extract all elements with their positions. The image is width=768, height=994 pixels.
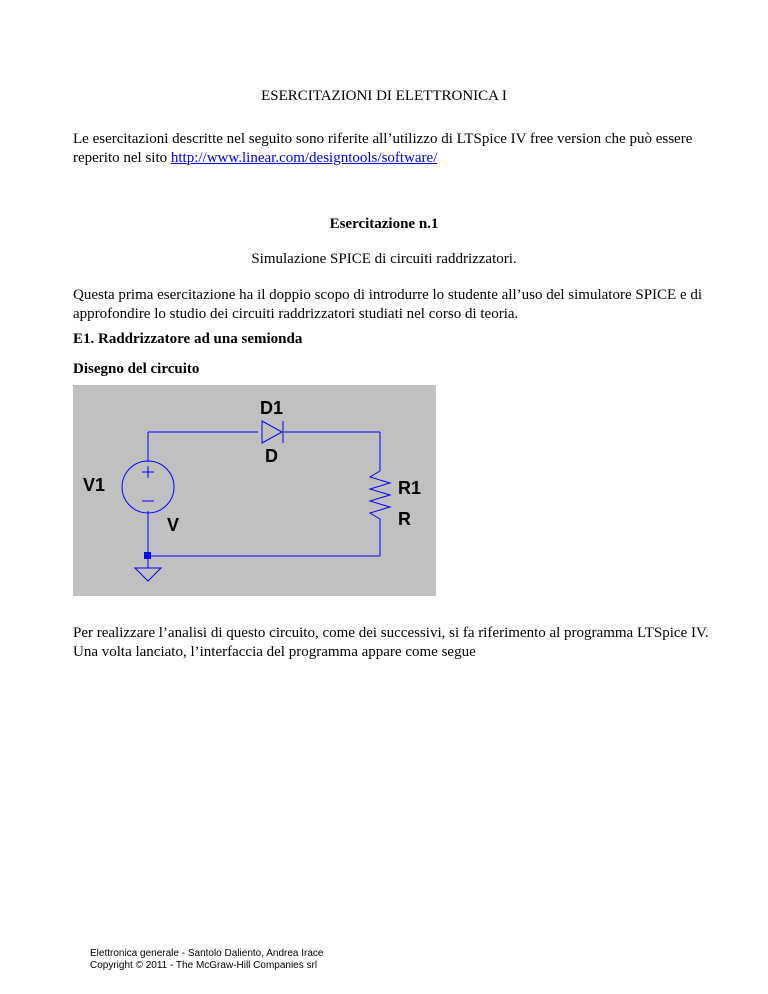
page-footer xyxy=(90,948,323,972)
software-link[interactable]: http://www.linear.com/designtools/software/ xyxy=(170,150,438,166)
exercise-heading: Esercitazione n.1 xyxy=(329,216,439,232)
resistor-name-label: R1 xyxy=(398,478,422,498)
footer-authors: Elettronica generale - Santolo Daliento, Andrea Irace xyxy=(90,948,324,959)
schematic-drawing xyxy=(73,385,436,596)
section-title: E1. Raddrizzatore ad una semionda xyxy=(73,331,303,347)
source-value-label: V xyxy=(167,515,180,535)
diode-icon xyxy=(262,421,283,443)
diode-name-label: D1 xyxy=(260,398,284,418)
intro-paragraph xyxy=(73,130,713,168)
exercise-subtitle: Simulazione SPICE di circuiti raddrizzatori. xyxy=(251,251,517,267)
document-title: ESERCITAZIONI DI ELETTRONICA I xyxy=(261,88,507,104)
source-name-label: V1 xyxy=(83,475,106,495)
circuit-schematic xyxy=(73,385,436,596)
exercise-description: Questa prima esercitazione ha il doppio scopo di introdurre lo studente all’uso del simulatore SPICE e di approfondire lo studio dei circuiti raddrizzatori studiati nel corso di teoria. xyxy=(73,287,703,322)
node-junction xyxy=(144,552,151,559)
resistor-value-label: R xyxy=(398,509,411,529)
closing-paragraph: Per realizzare l’analisi di questo circuito, come dei successivi, si fa riferimento al programma LTSpice IV. Una volta lanciato, l’interfaccia del programma appare come segue xyxy=(73,625,709,660)
resistor-icon xyxy=(370,471,390,523)
diode-value-label: D xyxy=(265,446,278,466)
ground-icon xyxy=(135,568,161,581)
intro-text: Le esercitazioni descritte nel seguito sono riferite all’utilizzo di LTSpice IV free version che può essere reperito nel sito xyxy=(73,131,693,166)
voltage-source-icon xyxy=(122,461,174,513)
footer-copyright: Copyright © 2011 - The McGraw-Hill Companies srl xyxy=(90,960,318,971)
section-subtitle: Disegno del circuito xyxy=(73,361,200,377)
